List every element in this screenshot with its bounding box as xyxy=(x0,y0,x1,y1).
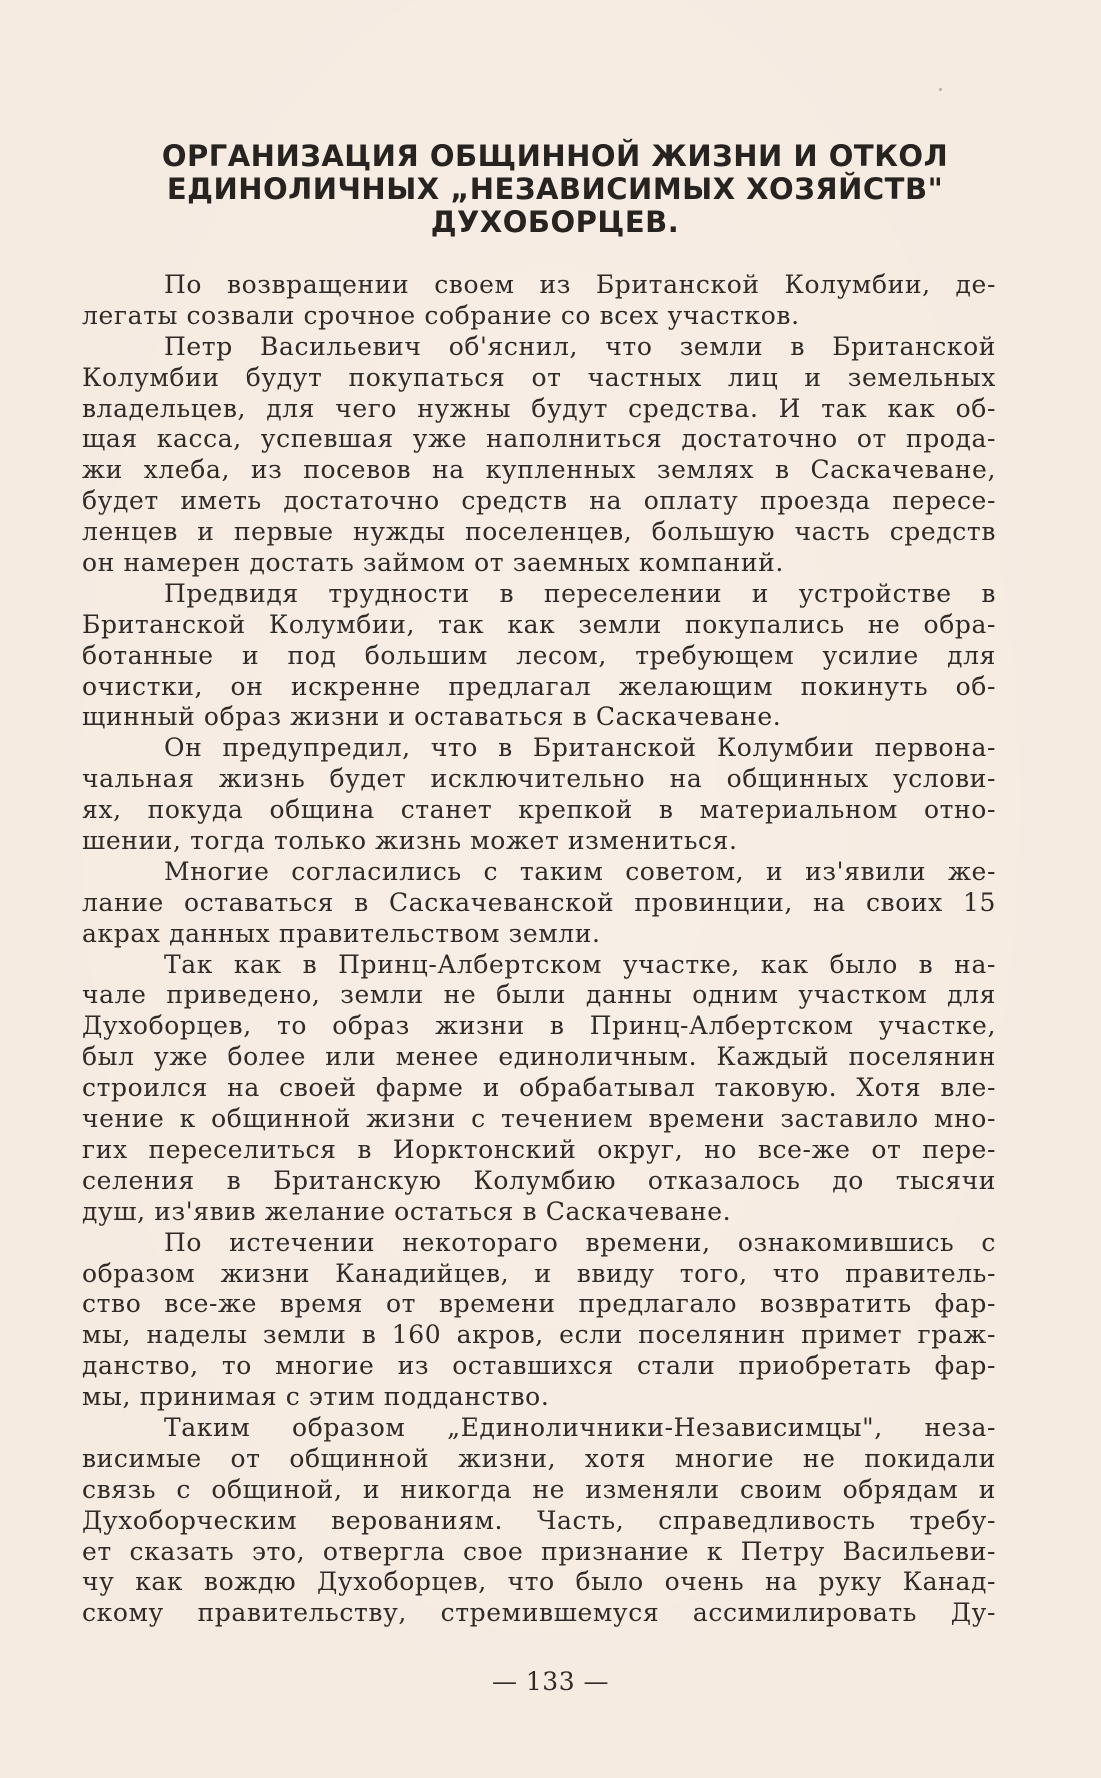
text-line: По истечении некотораго времени, ознакомившись с xyxy=(164,1227,996,1257)
paper-speck xyxy=(939,88,942,91)
page-number: — 133 — xyxy=(491,1667,610,1696)
title-line: ОРГАНИЗАЦИЯ ОБЩИННОЙ ЖИЗНИ И ОТКОЛ xyxy=(161,139,949,173)
text-line: жи хлеба, из посевов на купленных землях в Саскачеване, xyxy=(82,455,996,485)
text-line: Британской Колумбии, так как земли покупались не обра- xyxy=(82,609,996,639)
text-line: Он предупредил, что в Британской Колумбии первона- xyxy=(164,733,996,763)
text-line: душ, из'явив желание остаться в Саскачеване. xyxy=(82,1196,732,1226)
text-line: ях, покуда община станет крепкой в материальном отно- xyxy=(82,795,996,825)
text-line: селения в Британскую Колумбию отказалось до тысячи xyxy=(82,1165,996,1195)
title-line: ЕДИНОЛИЧНЫХ „НЕЗАВИСИМЫХ ХОЗЯЙСТВ" xyxy=(166,172,944,206)
text-line: По возвращении своем из Британской Колумбии, де- xyxy=(164,270,996,299)
text-line: ленцев и первые нужды поселенцев, большую часть средств xyxy=(82,517,996,547)
text-line: Колумбии будут покупаться от частных лиц и земельных xyxy=(82,362,996,392)
text-line: мы, принимая с этим подданство. xyxy=(82,1382,550,1412)
text-line: акрах данных правительством земли. xyxy=(82,918,601,948)
text-line: гих переселиться в Иорктонский округ, но все-же от пере- xyxy=(82,1134,996,1164)
text-line: строился на своей фарме и обрабатывал таковую. Хотя вле- xyxy=(82,1073,996,1103)
text-line: чальная жизнь будет исключительно на общинных услови- xyxy=(82,764,996,794)
text-line: ботанные и под большим лесом, требующем усилие для xyxy=(82,640,996,670)
text-line: Так как в Принц-Албертском участке, как было в на- xyxy=(164,949,996,979)
text-line: Петр Васильевич об'яснил, что земли в Британской xyxy=(164,331,996,361)
text-line: связь с общиной, и никогда не изменяли своим обрядам и xyxy=(82,1474,996,1504)
text-line: данство, то многие из оставшихся стали приобретать фар- xyxy=(82,1351,996,1381)
text-line: щинный образ жизни и оставаться в Саскачеване. xyxy=(82,702,782,732)
text-line: Таким образом „Единоличники-Независимцы", неза- xyxy=(164,1412,996,1442)
text-line: ет сказать это, отвергла свое признание к Петру Васильеви- xyxy=(82,1536,996,1566)
text-line: Многие согласились с таким советом, и из'явили же- xyxy=(164,856,996,886)
text-line: чение к общинной жизни с течением времени заставило мно- xyxy=(82,1104,996,1134)
body-text xyxy=(82,270,996,1629)
text-line: шении, тогда только жизнь может измениться. xyxy=(82,826,738,856)
text-line: висимые от общинной жизни, хотя многие не покидали xyxy=(82,1443,996,1473)
text-line: был уже более или менее единоличным. Каждый поселянин xyxy=(82,1042,996,1072)
text-line: владельцев, для чего нужны будут средства. И так как об- xyxy=(82,393,996,423)
text-line: легаты созвали срочное собрание со всех участков. xyxy=(82,300,800,330)
text-line: очистки, он искренне предлагал желающим покинуть об- xyxy=(82,671,996,701)
text-line: чале приведено, земли не были данны одним участком для xyxy=(82,980,996,1010)
text-line: Духоборцев, то образ жизни в Принц-Албертском участке, xyxy=(82,1011,996,1041)
text-line: мы, наделы земли в 160 акров, если поселянин примет граж- xyxy=(82,1320,996,1350)
text-line: будет иметь достаточно средств на оплату проезда пересе- xyxy=(82,486,996,516)
text-line: щая касса, успевшая уже наполниться достаточно от прода- xyxy=(82,424,996,454)
text-line: он намерен достать займом от заемных компаний. xyxy=(82,548,784,578)
text-line: Предвидя трудности в переселении и устройстве в xyxy=(164,578,996,608)
text-line: образом жизни Канадийцев, и ввиду того, что правитель- xyxy=(82,1258,996,1288)
chapter-title xyxy=(130,140,980,239)
text-line: лание оставаться в Саскачеванской провинции, на своих 15 xyxy=(82,887,996,917)
text-line: ство все-же время от времени предлагало возвратить фар- xyxy=(82,1289,996,1319)
text-line: скому правительству, стремившемуся ассимилировать Ду- xyxy=(82,1598,996,1628)
title-line: ДУХОБОРЦЕВ. xyxy=(430,205,680,239)
text-line: чу как вождю Духоборцев, что было очень на руку Канад- xyxy=(82,1567,996,1597)
text-line: Духоборческим верованиям. Часть, справедливость требу- xyxy=(82,1505,996,1535)
